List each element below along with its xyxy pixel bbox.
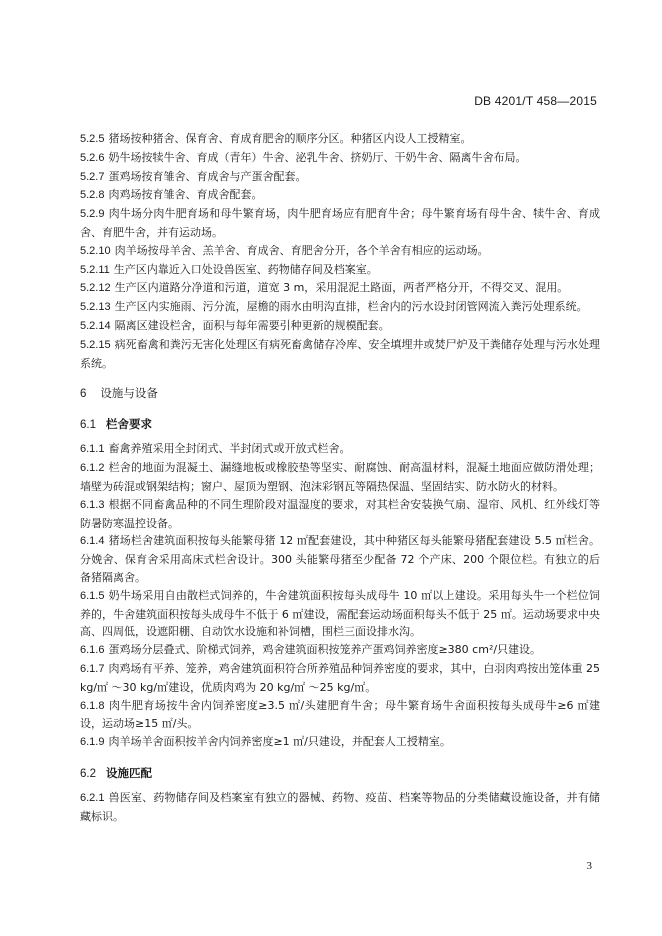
clause-6-2-1: 6.2.1 兽医室、药物储存间及档案室有独立的器械、药物、疫苗、档案等物品的分类储藏设施设备，并有储藏标识。 bbox=[80, 790, 600, 823]
document-body bbox=[80, 130, 600, 826]
clause-5-2-10: 5.2.10 肉羊场按母羊舍、羔羊舍、育成舍、育肥舍分开，各个羊舍有相应的运动场。 bbox=[80, 243, 489, 257]
clause-5-2-6: 5.2.6 奶牛场按犊牛舍、育成（青年）牛舍、泌乳牛舍、挤奶厅、干奶牛舍、隔离牛舍布局。 bbox=[80, 150, 527, 164]
clause-5-2-8: 5.2.8 肉鸡场按育雏舍、育成舍配套。 bbox=[80, 188, 263, 202]
clause-5-2-13: 5.2.13 生产区内实施雨、污分流，屋檐的雨水由明沟直排，栏舍内的污水设封闭管网流入粪污处理系统。 bbox=[80, 300, 588, 314]
clause-5-2-11: 5.2.11 生产区内靠近入口处设兽医室、药物储存间及档案室。 bbox=[80, 262, 378, 276]
clause-6-1-8: 6.1.8 肉牛肥育场按牛舍内饲养密度≥3.5 ㎡/头建肥育牛舍；母牛繁育场牛舍面积按每头成母牛≥6 ㎡建设，运动场≥15 ㎡/头。 bbox=[80, 698, 600, 731]
document-code-header: DB 4201/T 458—2015 bbox=[474, 94, 597, 108]
clause-5-2-9: 5.2.9 肉牛场分肉牛肥育场和母牛繁育场，肉牛肥育场应有肥育牛舍；母牛繁育场有母牛舍、犊牛舍、育成舍、育肥牛舍，并有运动场。 bbox=[80, 207, 600, 239]
clause-6-1-3: 6.1.3 根据不同畜禽品种的不同生理阶段对温湿度的要求，对其栏舍安装换气扇、湿帘、风机、红外线灯等防暑防寒温控设备。 bbox=[80, 497, 600, 530]
clause-6-1-1: 6.1.1 畜禽养殖采用全封闭式、半封闭式或开放式栏舍。 bbox=[80, 442, 351, 456]
clause-5-2-7: 5.2.7 蛋鸡场按育雏舍、育成舍与产蛋舍配套。 bbox=[80, 169, 307, 183]
clause-5-2-14: 5.2.14 隔离区建设栏舍，面积与每年需要引种更新的规模配套。 bbox=[80, 318, 390, 332]
clause-6-1-4: 6.1.4 猪场栏舍建筑面积按每头能繁母猪 12 ㎡配套建设，其中种猪区每头能繁母猪配套建设 5.5 ㎡栏舍。分娩舍、保育舍采用高床式栏舍设计。300 头能繁母猪至少配备 72 个产床、200 个限位栏。有独立的后备猪隔离舍。 bbox=[80, 534, 600, 584]
subsection-6-2-heading: 6.2 设施匹配 bbox=[80, 765, 152, 780]
chapter-6-heading: 6 设施与设备 bbox=[80, 386, 158, 401]
clause-6-1-2: 6.1.2 栏舍的地面为混凝土、漏缝地板或橡胶垫等坚实、耐腐蚀、耐高温材料，混凝土地面应做防滑处理；墙壁为砖混或钢架结构；窗户、屋顶为塑钢、泡沫彩钢瓦等隔热保温、坚固结实、防水防火的材料。 bbox=[80, 461, 600, 493]
clause-6-1-7: 6.1.7 肉鸡场有平养、笼养，鸡舍建筑面积符合所养殖品种饲养密度的要求，其中，白羽肉鸡按出笼体重 25 kg/㎡ ～30 kg/㎡建设，优质肉鸡为 20 kg/㎡ ～25 kg/㎡。 bbox=[80, 661, 600, 694]
page-number: 3 bbox=[586, 860, 592, 872]
clause-5-2-15: 5.2.15 病死畜禽和粪污无害化处理区有病死畜禽储存冷库、安全填埋井或焚尸炉及干粪储存处理与污水处理系统。 bbox=[80, 337, 600, 370]
clause-6-1-5: 6.1.5 奶牛场采用自由散栏式饲养的，牛舍建筑面积按每头成母牛 10 ㎡以上建设。采用每头牛一个栏位饲养的，牛舍建筑面积按每头成母牛不低于 6 ㎡建设，需配套运动场面积每头不低于 25 ㎡。运动场要求中央高、四周低，设遮阳棚、自动饮水设施和补饲槽，围栏三面设排水沟。 bbox=[80, 588, 600, 639]
clause-5-2-5: 5.2.5 猪场按种猪舍、保育舍、育成育肥舍的顺序分区。种猪区内设人工授精室。 bbox=[80, 132, 472, 145]
clause-5-2-12: 5.2.12 生产区内道路分净道和污道，道宽 3 m，采用混泥土路面，两者严格分开，不得交叉、混用。 bbox=[80, 281, 569, 295]
section-6-1-list bbox=[80, 440, 600, 752]
section-5-2-list bbox=[80, 130, 600, 372]
clause-6-1-6: 6.1.6 蛋鸡场分层叠式、阶梯式饲养，鸡舍建筑面积按笼养产蛋鸡饲养密度≥380 cm²/只建设。 bbox=[80, 643, 542, 657]
clause-6-1-9: 6.1.9 肉羊场羊舍面积按羊舍内饲养密度≥1 ㎡/只建设，并配套人工授精室。 bbox=[80, 735, 451, 749]
section-6-2-list bbox=[80, 789, 600, 826]
subsection-6-1-heading: 6.1 栏舍要求 bbox=[80, 417, 152, 432]
